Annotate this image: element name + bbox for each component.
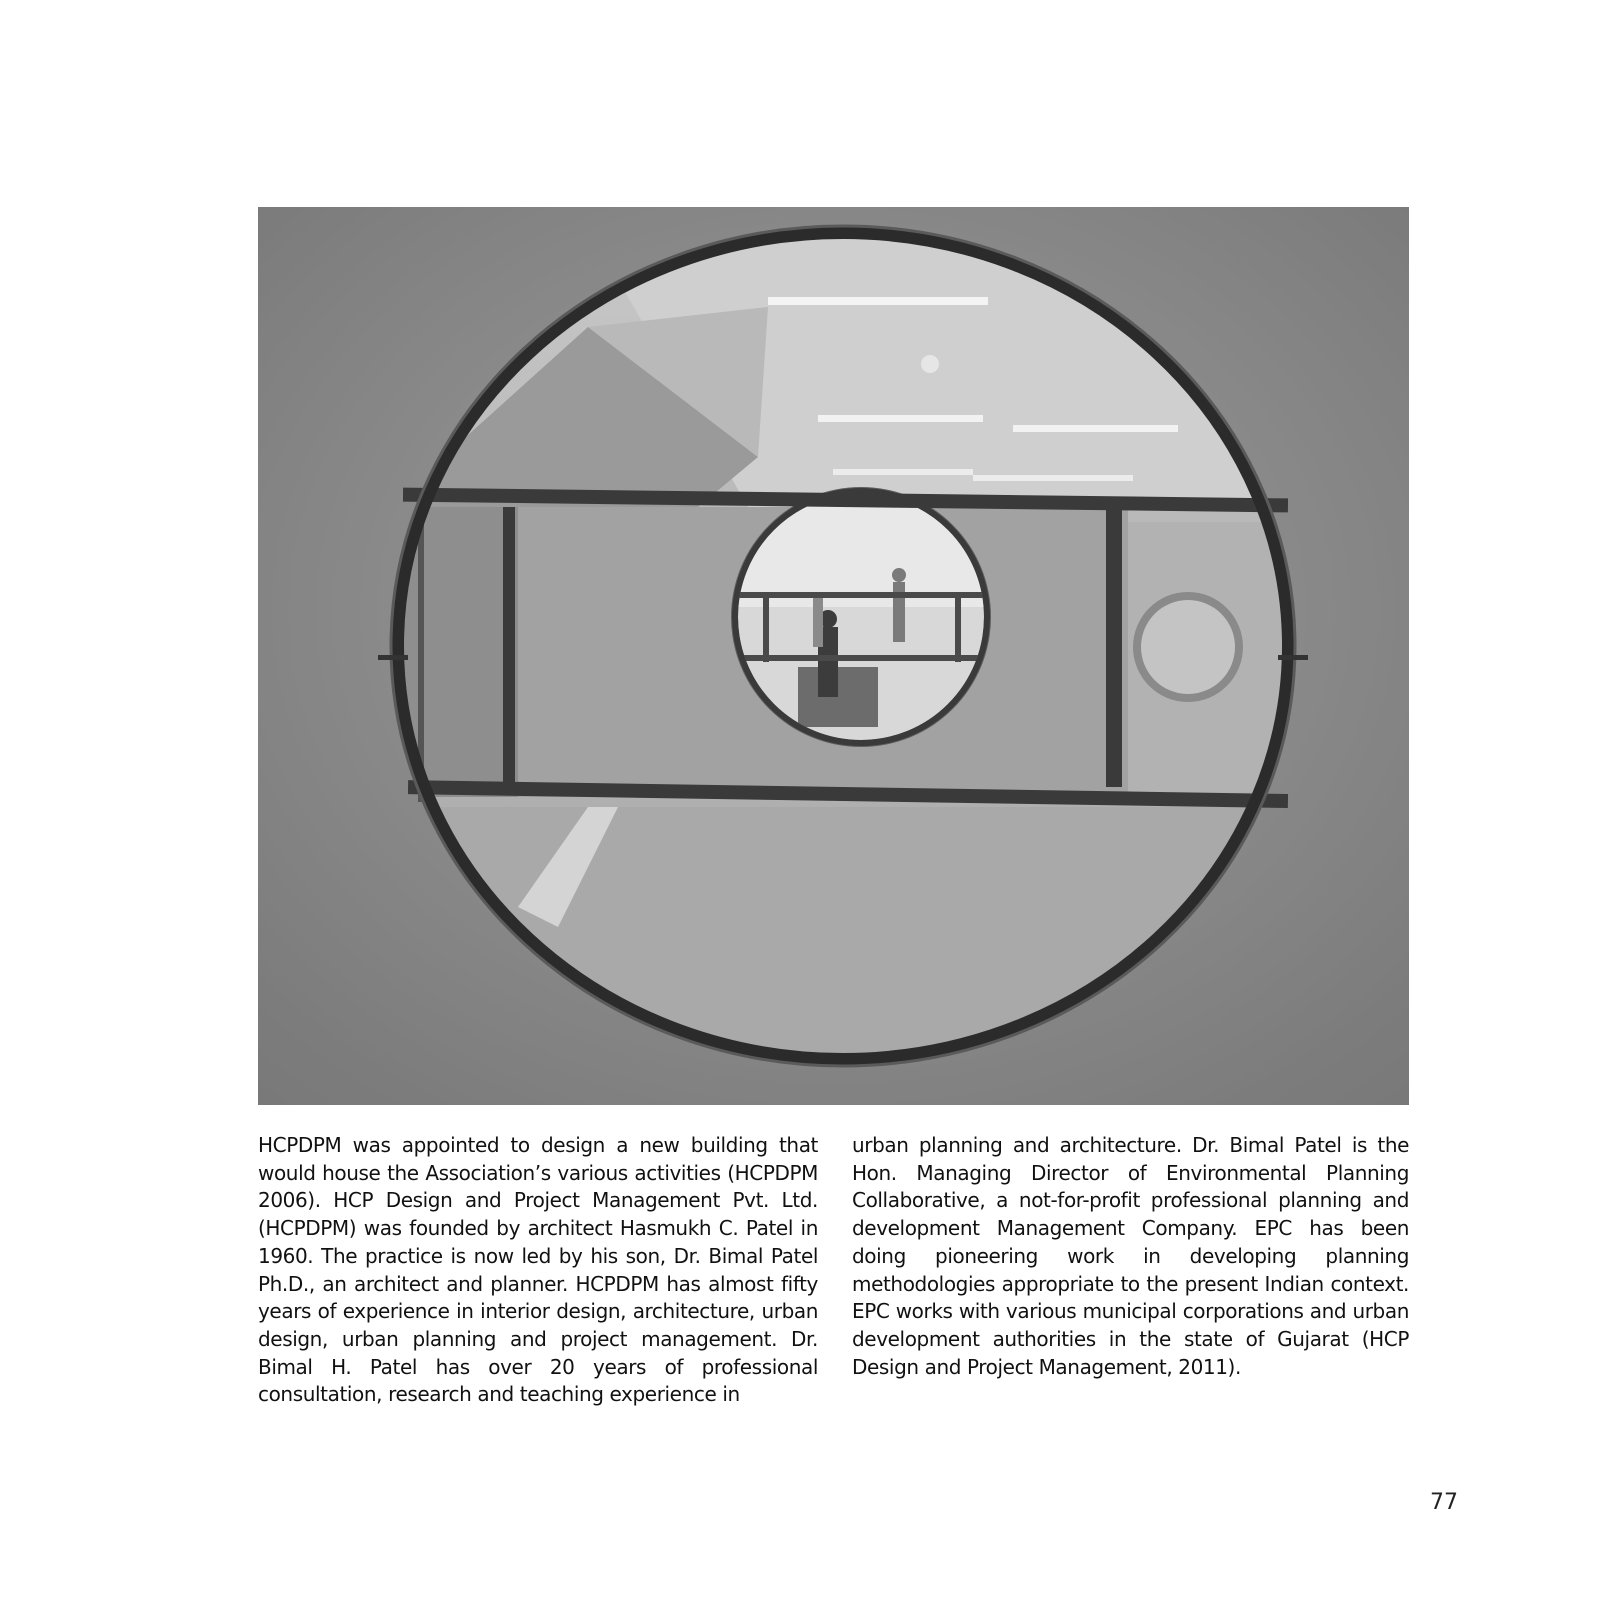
- body-text-column-right: urban planning and architecture. Dr. Bimal Patel is the Hon. Managing Director of Environmental Planning Collaborative, a not-for-profit professional planning and development Management Company. EPC has been doing pioneering work in developing planning methodologies appropriate to the present Indian context. EPC works with various municipal corporations and urban development authorities in the state of Gujarat (HCP Design and Project Management, 2011).: [852, 1133, 1409, 1379]
- page-number: 77: [1430, 1490, 1458, 1515]
- circular-window-photograph: [258, 207, 1409, 1105]
- body-text-column-left: HCPDPM was appointed to design a new building that would house the Association’s various activities (HCPDPM 2006). HCP Design and Project Management Pvt. Ltd. (HCPDPM) was founded by architect Hasmukh C. Patel in 1960. The practice is now led by his son, Dr. Bimal Patel Ph.D., an architect and planner. HCPDPM has almost fifty years of experience in interior design, architecture, urban design, urban planning and project management. Dr. Bimal H. Patel has over 20 years of professional consultation, research and teaching experience in: [258, 1133, 818, 1407]
